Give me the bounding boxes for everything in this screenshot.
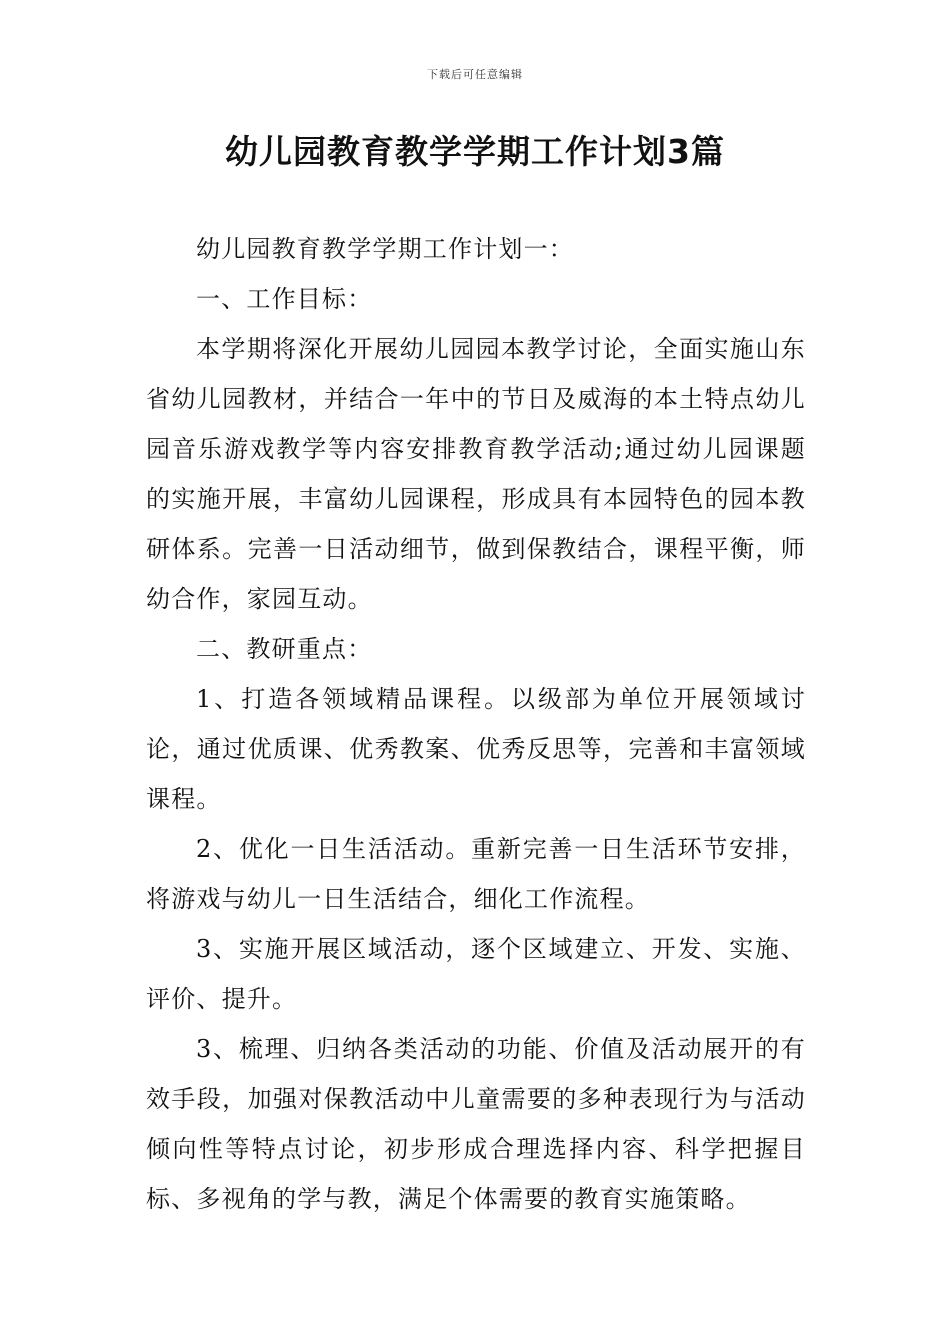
research-item-2: 2、优化一日生活活动。重新完善一日生活环节安排，将游戏与幼儿一日生活结合，细化工作流程。 [146, 835, 806, 913]
research-item-3: 3、实施开展区域活动，逐个区域建立、开发、实施、评价、提升。 [146, 935, 806, 1013]
goals-paragraph: 本学期将深化开展幼儿园园本教学讨论，全面实施山东省幼儿园教材，并结合一年中的节日及威海的本土特点幼儿园音乐游戏教学等内容安排教育教学活动;通过幼儿园课题的实施开展，丰富幼儿园课程，形成具有本园特色的园本教研体系。完善一日活动细节，做到保教结合，课程平衡，师幼合作，家园互动。 [146, 335, 806, 613]
header-note: 下载后可任意编辑 [427, 68, 523, 81]
section-heading-goals: 一、工作目标： [196, 285, 373, 313]
document-body [146, 224, 806, 1224]
section-heading-research: 二、教研重点： [196, 635, 373, 663]
document-title: 幼儿园教育教学学期工作计划3篇 [225, 132, 725, 171]
plan-subtitle: 幼儿园教育教学学期工作计划一： [196, 235, 574, 263]
research-item-4: 3、梳理、归纳各类活动的功能、价值及活动展开的有效手段，加强对保教活动中儿童需要的多种表现行为与活动倾向性等特点讨论，初步形成合理选择内容、科学把握目标、多视角的学与教，满足个体需要的教育实施策略。 [146, 1035, 806, 1213]
research-item-1: 1、打造各领域精品课程。以级部为单位开展领域讨论，通过优质课、优秀教案、优秀反思等，完善和丰富领域课程。 [146, 685, 806, 813]
